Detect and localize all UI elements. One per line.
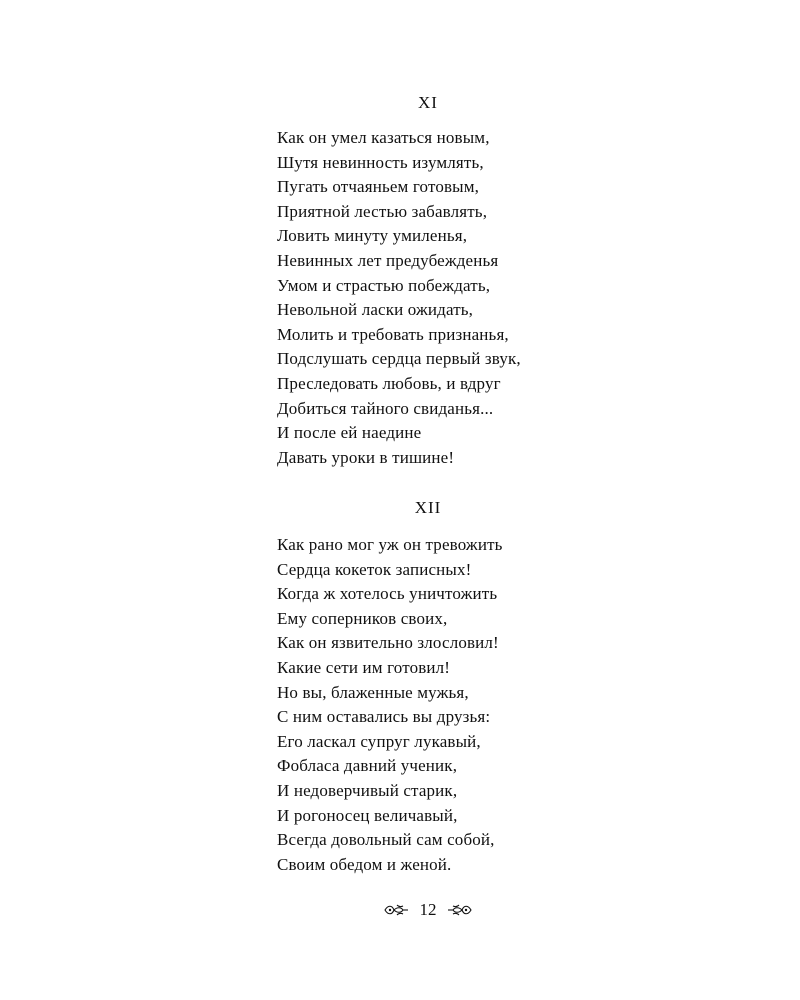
page-number: 12 [419,900,437,920]
verse-line: Шутя невинность изумлять, [277,152,484,172]
floral-ornament-icon [383,903,409,917]
stanza-heading: XI [418,93,438,112]
floral-ornament-icon [447,903,473,917]
stanza-xii [277,533,503,877]
verse-line: Сердца кокеток записных! [277,559,472,579]
verse-line: Невольной ласки ожидать, [277,300,474,320]
verse-line: Давать уроки в тишине! [277,447,455,467]
verse-line: И рогоносец величавый, [277,805,458,825]
verse-line: Невинных лет предубежденья [277,250,499,270]
verse-line: Всегда довольный сам собой, [277,830,495,850]
verse-line: Его ласкал супруг лукавый, [277,731,481,751]
stanza-xi [277,126,521,470]
page-footer [0,898,800,921]
verse-line: Фобласа давний ученик, [277,756,458,776]
verse-line: Пугать отчаяньем готовым, [277,177,480,197]
verse-line: Приятной лестью забавлять, [277,201,488,221]
verse-line: С ним оставались вы друзья: [277,707,491,727]
verse-line: Ловить минуту умиленья, [277,226,468,246]
verse-line: И после ей наедине [277,423,422,443]
verse-line: Добиться тайного свиданья... [277,398,494,418]
verse-line: Ему соперников своих, [277,608,448,628]
verse-line: Когда ж хотелось уничтожить [277,584,498,604]
verse-line: Умом и страстью побеждать, [277,275,491,295]
verse-line: Какие сети им готовил! [277,657,451,677]
verse-line: Преследовать любовь, и вдруг [277,373,501,393]
verse-line: Но вы, блаженные мужья, [277,682,469,702]
verse-line: Молить и требовать признанья, [277,324,509,344]
stanza-heading: XII [414,498,442,517]
verse-line: И недоверчивый старик, [277,780,458,800]
verse-line: Как рано мог уж он тревожить [277,535,503,554]
verse-line: Своим обедом и женой. [277,854,452,874]
verse-line: Как он язвительно злословил! [277,633,499,653]
verse-line: Подслушать сердца первый звук, [277,349,521,369]
verse-line: Как он умел казаться новым, [277,128,490,147]
